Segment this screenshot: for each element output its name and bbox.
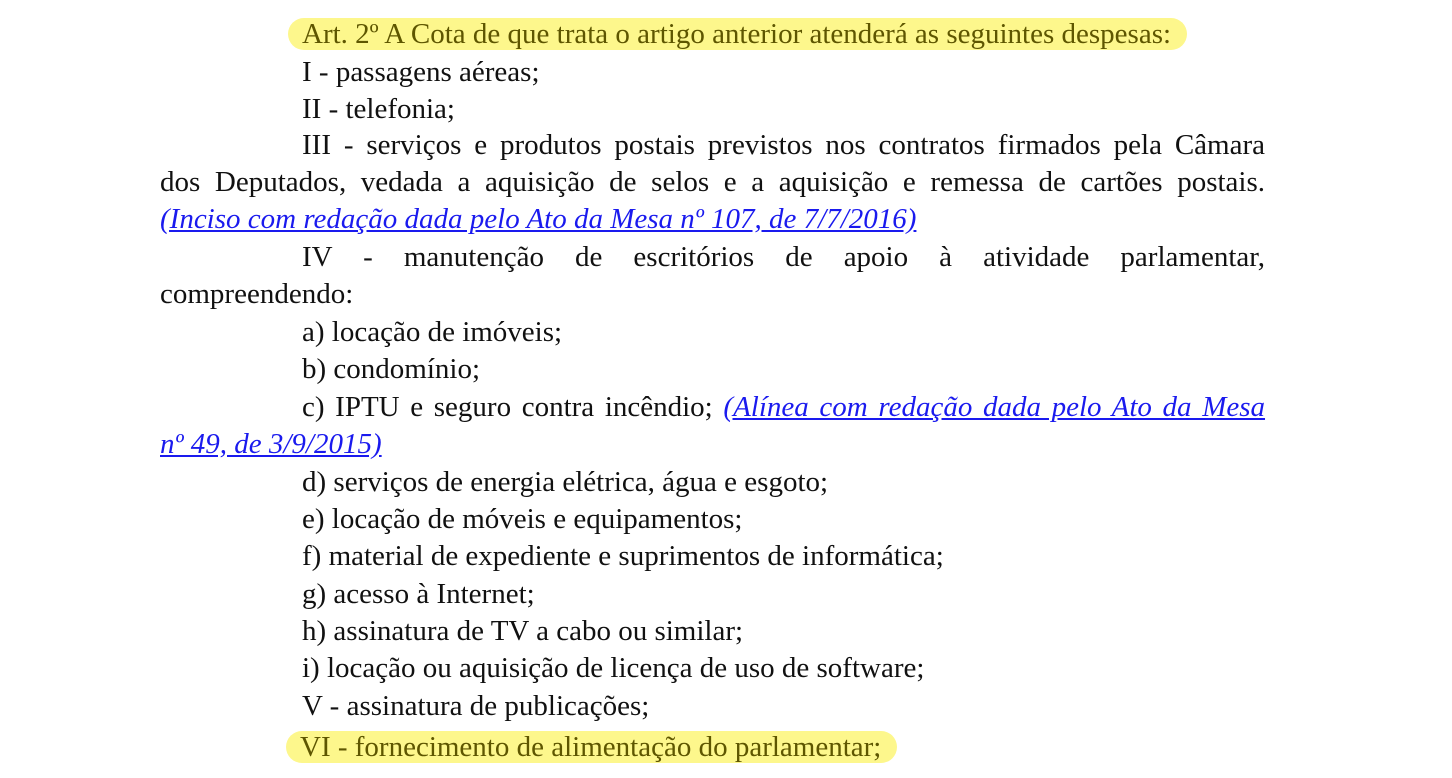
item-a: a) locação de imóveis; [302, 316, 563, 348]
item-e: e) locação de móveis e equipamentos; [302, 503, 743, 535]
item-iv-line2: compreendendo: [160, 278, 354, 310]
item-iii-line1: III - serviços e produtos postais previstos nos contratos firmados pela Câmara [302, 129, 1265, 161]
item-ii: II - telefonia; [302, 93, 455, 125]
amendment-link-alinea[interactable]: (Alínea com redação dada pelo Ato da Mesa [723, 391, 1266, 423]
item-vi [286, 729, 897, 765]
item-v: V - assinatura de publicações; [302, 690, 650, 722]
article-heading [288, 16, 1187, 52]
item-g: g) acesso à Internet; [302, 578, 535, 610]
item-b: b) condomínio; [302, 353, 481, 385]
item-h: h) assinatura de TV a cabo ou similar; [302, 615, 744, 647]
item-d: d) serviços de energia elétrica, água e esgoto; [302, 466, 829, 498]
item-iv [160, 239, 1265, 313]
amendment-link-inciso[interactable]: (Inciso com redação dada pelo Ato da Mesa nº 107, de 7/7/2016) [160, 203, 917, 235]
item-c [160, 389, 1265, 463]
highlighted-item-vi: VI - fornecimento de alimentação do parlamentar; [286, 731, 897, 763]
item-c-line1 [160, 389, 1265, 426]
item-f: f) material de expediente e suprimentos de informática; [302, 540, 944, 572]
item-iv-line1: IV - manutenção de escritórios de apoio à atividade parlamentar, [302, 241, 1265, 273]
item-iii [160, 127, 1265, 238]
highlighted-heading: Art. 2º A Cota de que trata o artigo anterior atenderá as seguintes despesas: [288, 18, 1187, 50]
amendment-link-alinea-cont[interactable]: nº 49, de 3/9/2015) [160, 428, 382, 460]
item-i-alinea: i) locação ou aquisição de licença de uso de software; [302, 652, 925, 684]
item-c-text: c) IPTU e seguro contra incêndio; [302, 391, 713, 423]
item-iii-line2: dos Deputados, vedada a aquisição de selos e a aquisição e remessa de cartões postais. [160, 166, 1265, 198]
item-i: I - passagens aéreas; [302, 56, 540, 88]
